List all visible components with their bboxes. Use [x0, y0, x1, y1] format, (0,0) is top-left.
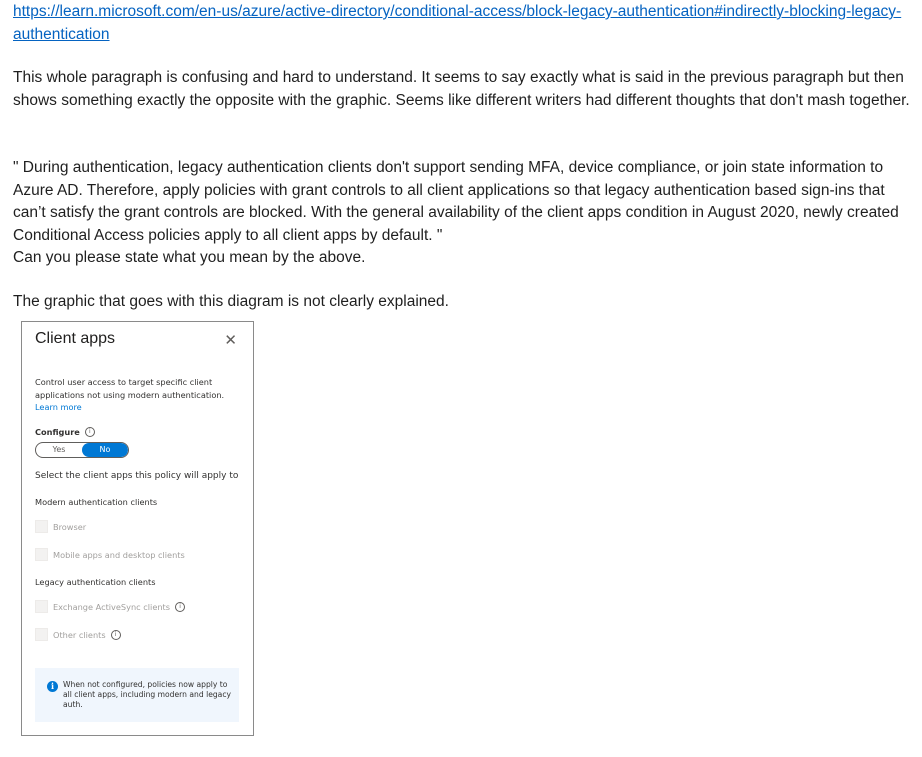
checkbox-exchange-activesync[interactable] [35, 600, 48, 613]
doc-link[interactable]: https://learn.microsoft.com/en-us/azure/active-directory/conditional-access/block-legacy-authentication#indirectly-blocking-legacy-authentication [13, 3, 902, 43]
info-icon[interactable]: i [85, 427, 95, 437]
info-message-box [35, 668, 239, 722]
info-icon[interactable]: i [175, 602, 185, 612]
toggle-yes[interactable]: Yes [52, 445, 66, 454]
checkbox-row-mobile-desktop[interactable] [35, 548, 185, 561]
checkbox-label: Other clients [53, 629, 106, 640]
info-message-text: When not configured, policies now apply to all client apps, including modern and legacy auth. [63, 680, 232, 709]
configure-label [35, 427, 95, 437]
checkbox-row-browser[interactable] [35, 520, 86, 533]
checkbox-label: Mobile apps and desktop clients [53, 549, 185, 560]
panel-title: Client apps [35, 330, 116, 347]
checkbox-other-clients[interactable] [35, 628, 48, 641]
select-client-apps-text: Select the client apps this policy will apply to [35, 471, 239, 481]
close-icon[interactable]: ✕ [224, 331, 237, 349]
toggle-no[interactable]: No [82, 443, 128, 457]
learn-more-link[interactable]: Learn more [35, 402, 82, 412]
configure-toggle[interactable] [35, 442, 129, 458]
quoted-text: " During authentication, legacy authentication clients don't support sending MFA, device compliance, or join state information to Azure AD. Therefore, apply policies with grant controls to all client applications so that legacy authentication based sign-ins that can’t satisfy the grant controls are blocked. With the general availability of the client apps condition in August 2020, newly created Conditional Access policies apply to all client apps by default. " [13, 159, 899, 244]
client-apps-panel-screenshot [21, 321, 254, 736]
checkbox-label: Exchange ActiveSync clients [53, 601, 171, 612]
quote-block [13, 157, 918, 270]
question-text: Can you please state what you mean by the above. [13, 249, 366, 266]
modern-auth-group-label: Modern authentication clients [35, 497, 158, 507]
checkbox-row-other-clients[interactable] [35, 628, 121, 641]
paragraph-graphic: The graphic that goes with this diagram is not clearly explained. [13, 293, 449, 310]
checkbox-mobile-desktop[interactable] [35, 548, 48, 561]
checkbox-label: Browser [53, 521, 87, 532]
checkbox-browser[interactable] [35, 520, 48, 533]
legacy-auth-group-label: Legacy authentication clients [35, 577, 156, 587]
info-icon[interactable]: i [111, 630, 121, 640]
panel-description [35, 376, 235, 414]
checkbox-row-exchange-activesync[interactable] [35, 600, 185, 613]
configure-label-text: Configure [35, 427, 80, 437]
info-filled-icon: i [47, 681, 58, 692]
description-text: Control user access to target specific client applications not using modern authentication. [35, 377, 225, 400]
paragraph-confusing: This whole paragraph is confusing and hard to understand. It seems to say exactly what is said in the previous paragraph but then shows something exactly the opposite with the graphic. Seems like different writers had different thoughts that don't mash together. [13, 69, 910, 109]
